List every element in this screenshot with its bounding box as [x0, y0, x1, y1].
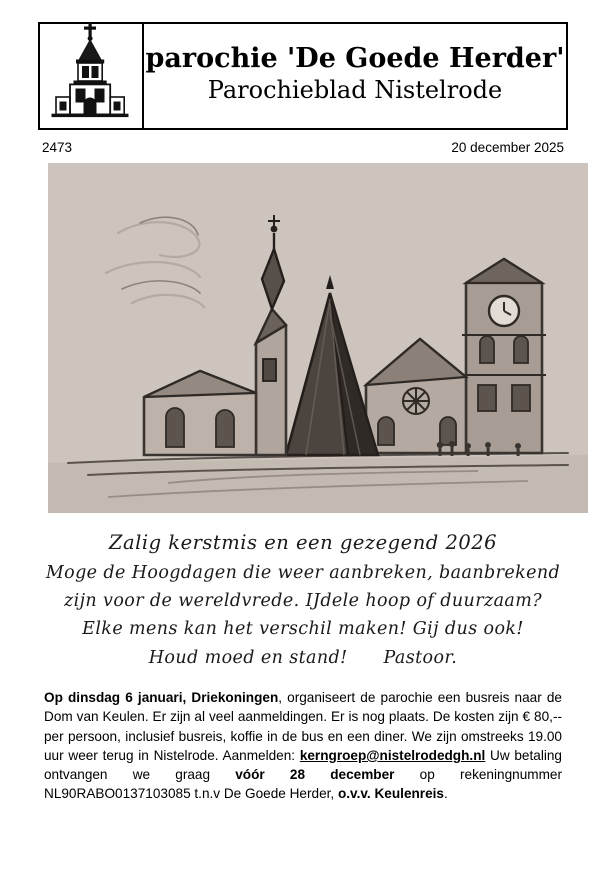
- masthead-titles: [144, 24, 566, 128]
- greeting-line-1: Zalig kerstmis en een gezegend 2026: [108, 531, 498, 554]
- masthead: [38, 22, 568, 130]
- announcement-text-2: Uw betaling ontvangen we graag: [44, 747, 562, 783]
- greeting-line-3: zijn voor de wereldvrede. IJdele hoop of duurzaam?: [63, 590, 543, 611]
- announcement-text-1: , organiseert de parochie een busreis naar de Dom van Keulen. Er zijn al veel aanmeldingen. Er is nog plaats. De kosten zijn € 80,-- per persoon, inclusief busreis, koffie in de bus en een diner. We zijn omstreeks 19.00 uur weer terug in Nistelrode. Aanmelden:: [44, 689, 562, 763]
- publication-title: parochie 'De Goede Herder': [145, 42, 565, 74]
- announcement-paragraph: [38, 688, 568, 804]
- masthead-logo: [40, 24, 144, 128]
- church-sketch-illustration: [48, 163, 588, 513]
- payment-deadline: vóór 28 december: [235, 767, 395, 783]
- greeting-signature: Pastoor.: [383, 647, 458, 668]
- publication-subtitle: Parochieblad Nistelrode: [207, 75, 503, 104]
- greeting-line-5-part-1: Houd moed en stand!: [148, 647, 348, 668]
- issue-date: 20 december 2025: [451, 140, 564, 155]
- issue-row: [38, 140, 568, 155]
- greeting-line-2: Moge de Hoogdagen die weer aanbreken, baanbrekend: [45, 562, 561, 583]
- greeting-line-5: [38, 644, 568, 672]
- registration-email-link[interactable]: kerngroep@nistelrodedgh.nl: [299, 747, 486, 763]
- announcement-lead: Op dinsdag 6 januari, Driekoningen: [44, 689, 279, 705]
- greeting-line-4: Elke mens kan het verschil maken! Gij dus ook!: [82, 619, 524, 640]
- payment-reference: o.v.v. Keulenreis: [337, 786, 444, 802]
- christmas-greeting: [38, 527, 568, 672]
- church-tower-icon: [43, 19, 139, 128]
- announcement-text-4: .: [444, 786, 448, 802]
- issue-number: 2473: [42, 140, 73, 155]
- announcement-text-3: op rekeningnummer NL90RABO0137103085 t.n.v De Goede Herder,: [44, 767, 562, 802]
